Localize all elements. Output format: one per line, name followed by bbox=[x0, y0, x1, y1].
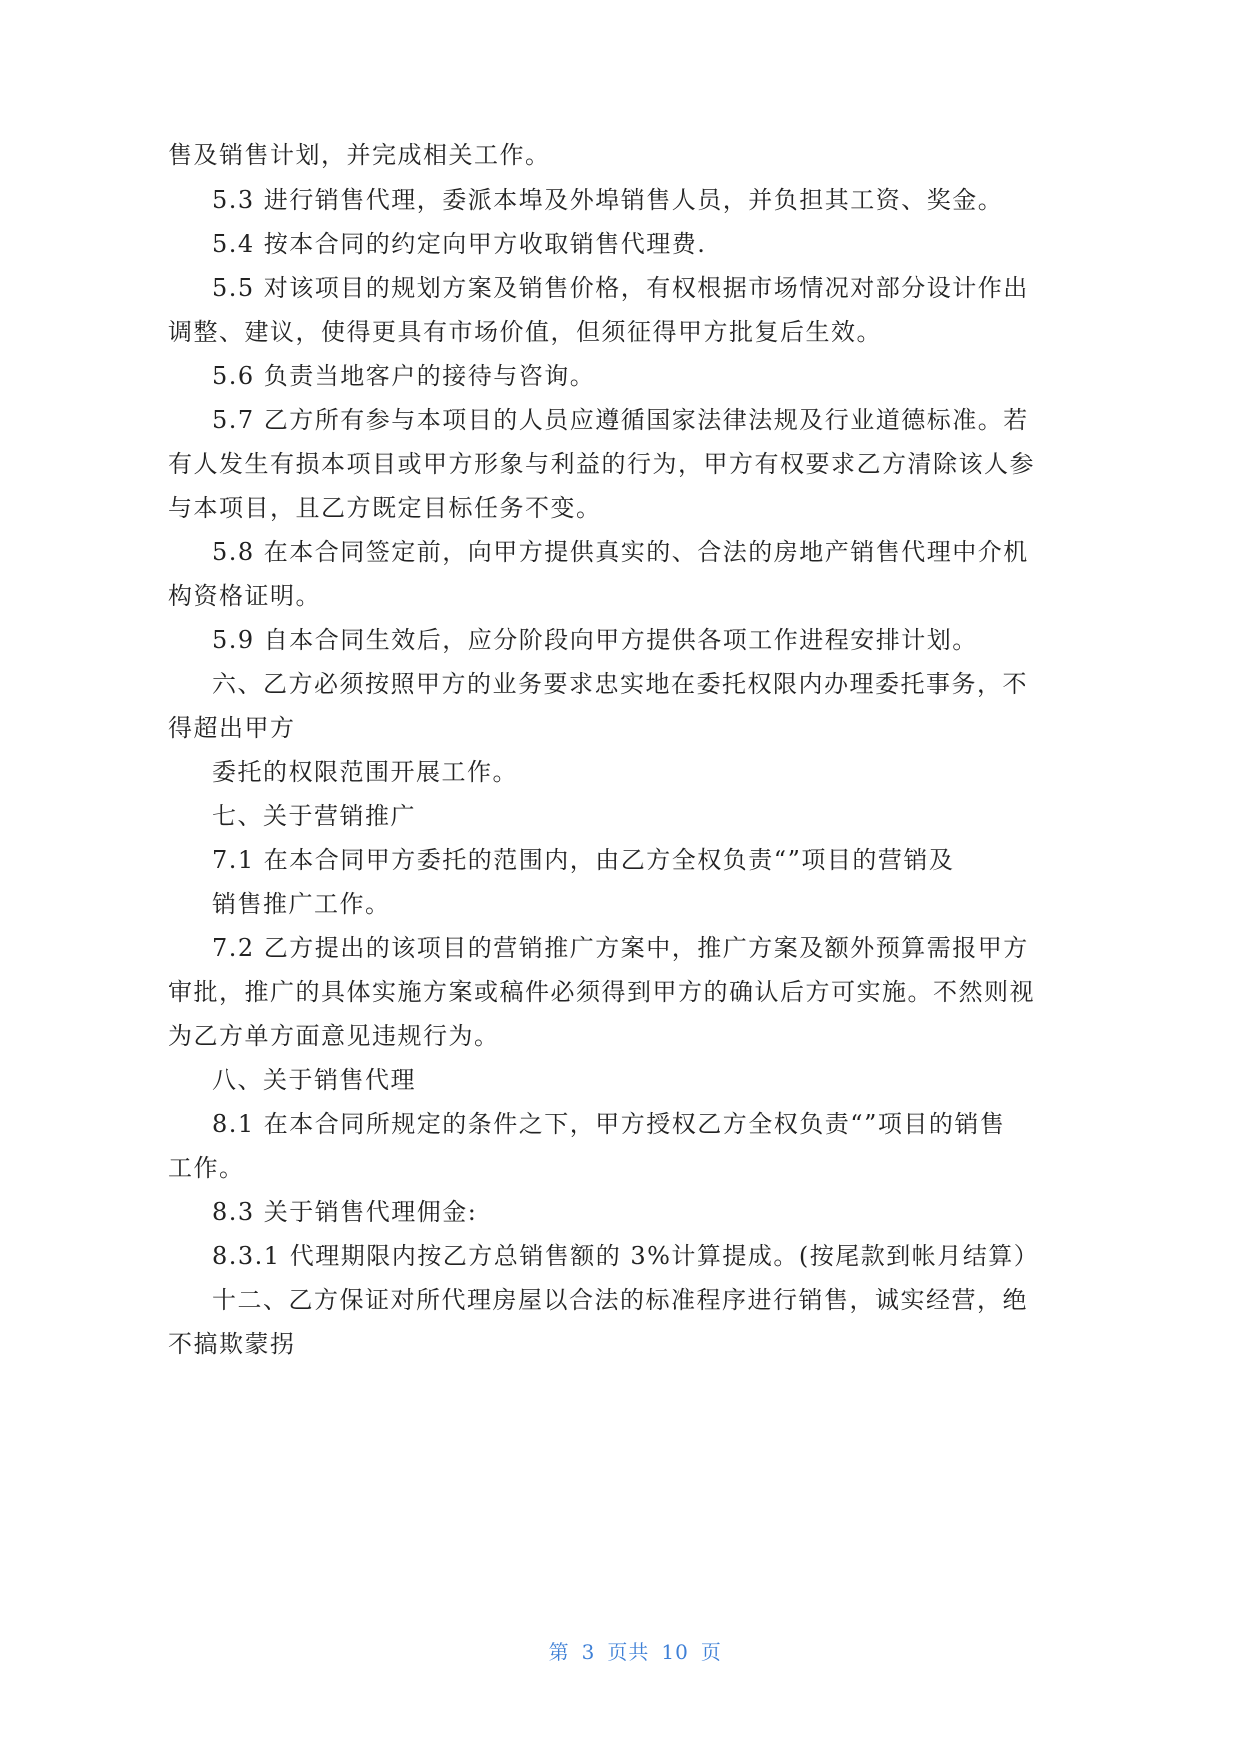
text-line: 十二、乙方保证对所代理房屋以合法的标准程序进行销售，诚实经营，绝 bbox=[212, 1286, 1028, 1314]
text-line: 5.3 进行销售代理，委派本埠及外埠销售人员，并负担其工资、奖金。 bbox=[212, 186, 1004, 214]
text-line: 工作。 bbox=[168, 1154, 245, 1182]
page-footer bbox=[0, 1612, 1241, 1689]
text-line: 委托的权限范围开展工作。 bbox=[212, 758, 518, 786]
section-heading: 七、关于营销推广 bbox=[212, 802, 416, 830]
section-heading: 八、关于销售代理 bbox=[212, 1066, 416, 1094]
text-line: 5.6 负责当地客户的接待与咨询。 bbox=[212, 362, 596, 390]
text-line: 8.1 在本合同所规定的条件之下，甲方授权乙方全权负责“”项目的销售 bbox=[212, 1110, 1006, 1138]
text-line: 审批，推广的具体实施方案或稿件必须得到甲方的确认后方可实施。不然则视 bbox=[168, 978, 1035, 1006]
text-line: 得超出甲方 bbox=[168, 714, 296, 742]
footer-suffix: 页 bbox=[700, 1640, 722, 1664]
text-line: 5.5 对该项目的规划方案及销售价格，有权根据市场情况对部分设计作出 bbox=[212, 274, 1029, 302]
text-line: 7.2 乙方提出的该项目的营销推广方案中，推广方案及额外预算需报甲方 bbox=[212, 934, 1029, 962]
text-line: 售及销售计划，并完成相关工作。 bbox=[168, 141, 551, 169]
text-line: 5.9 自本合同生效后，应分阶段向甲方提供各项工作进程安排计划。 bbox=[212, 626, 978, 654]
text-line: 调整、建议，使得更具有市场价值，但须征得甲方批复后生效。 bbox=[168, 318, 882, 346]
text-line: 5.8 在本合同签定前，向甲方提供真实的、合法的房地产销售代理中介机 bbox=[212, 538, 1029, 566]
text-line: 六、乙方必须按照甲方的业务要求忠实地在委托权限内办理委托事务，不 bbox=[212, 670, 1028, 698]
text-line: 7.1 在本合同甲方委托的范围内，由乙方全权负责“”项目的营销及 bbox=[212, 846, 955, 874]
text-line: 8.3.1 代理期限内按乙方总销售额的 3%计算提成。(按尾款到帐月结算） bbox=[212, 1242, 1040, 1270]
text-line: 销售推广工作。 bbox=[212, 890, 391, 918]
text-line: 构资格证明。 bbox=[168, 582, 321, 610]
footer-middle: 页共 bbox=[607, 1640, 650, 1664]
text-line: 5.4 按本合同的约定向甲方收取销售代理费. bbox=[212, 230, 707, 258]
footer-prefix: 第 bbox=[548, 1640, 570, 1664]
page-number: 3 bbox=[581, 1640, 596, 1664]
text-line: 为乙方单方面意见违规行为。 bbox=[168, 1022, 500, 1050]
total-pages: 10 bbox=[661, 1640, 689, 1664]
text-line: 8.3 关于销售代理佣金: bbox=[212, 1198, 478, 1226]
text-line: 不搞欺蒙拐 bbox=[168, 1330, 296, 1358]
text-line: 5.7 乙方所有参与本项目的人员应遵循国家法律法规及行业道德标准。若 bbox=[212, 406, 1029, 434]
text-line: 与本项目，且乙方既定目标任务不变。 bbox=[168, 494, 602, 522]
text-line: 有人发生有损本项目或甲方形象与利益的行为，甲方有权要求乙方清除该人参 bbox=[168, 450, 1035, 478]
